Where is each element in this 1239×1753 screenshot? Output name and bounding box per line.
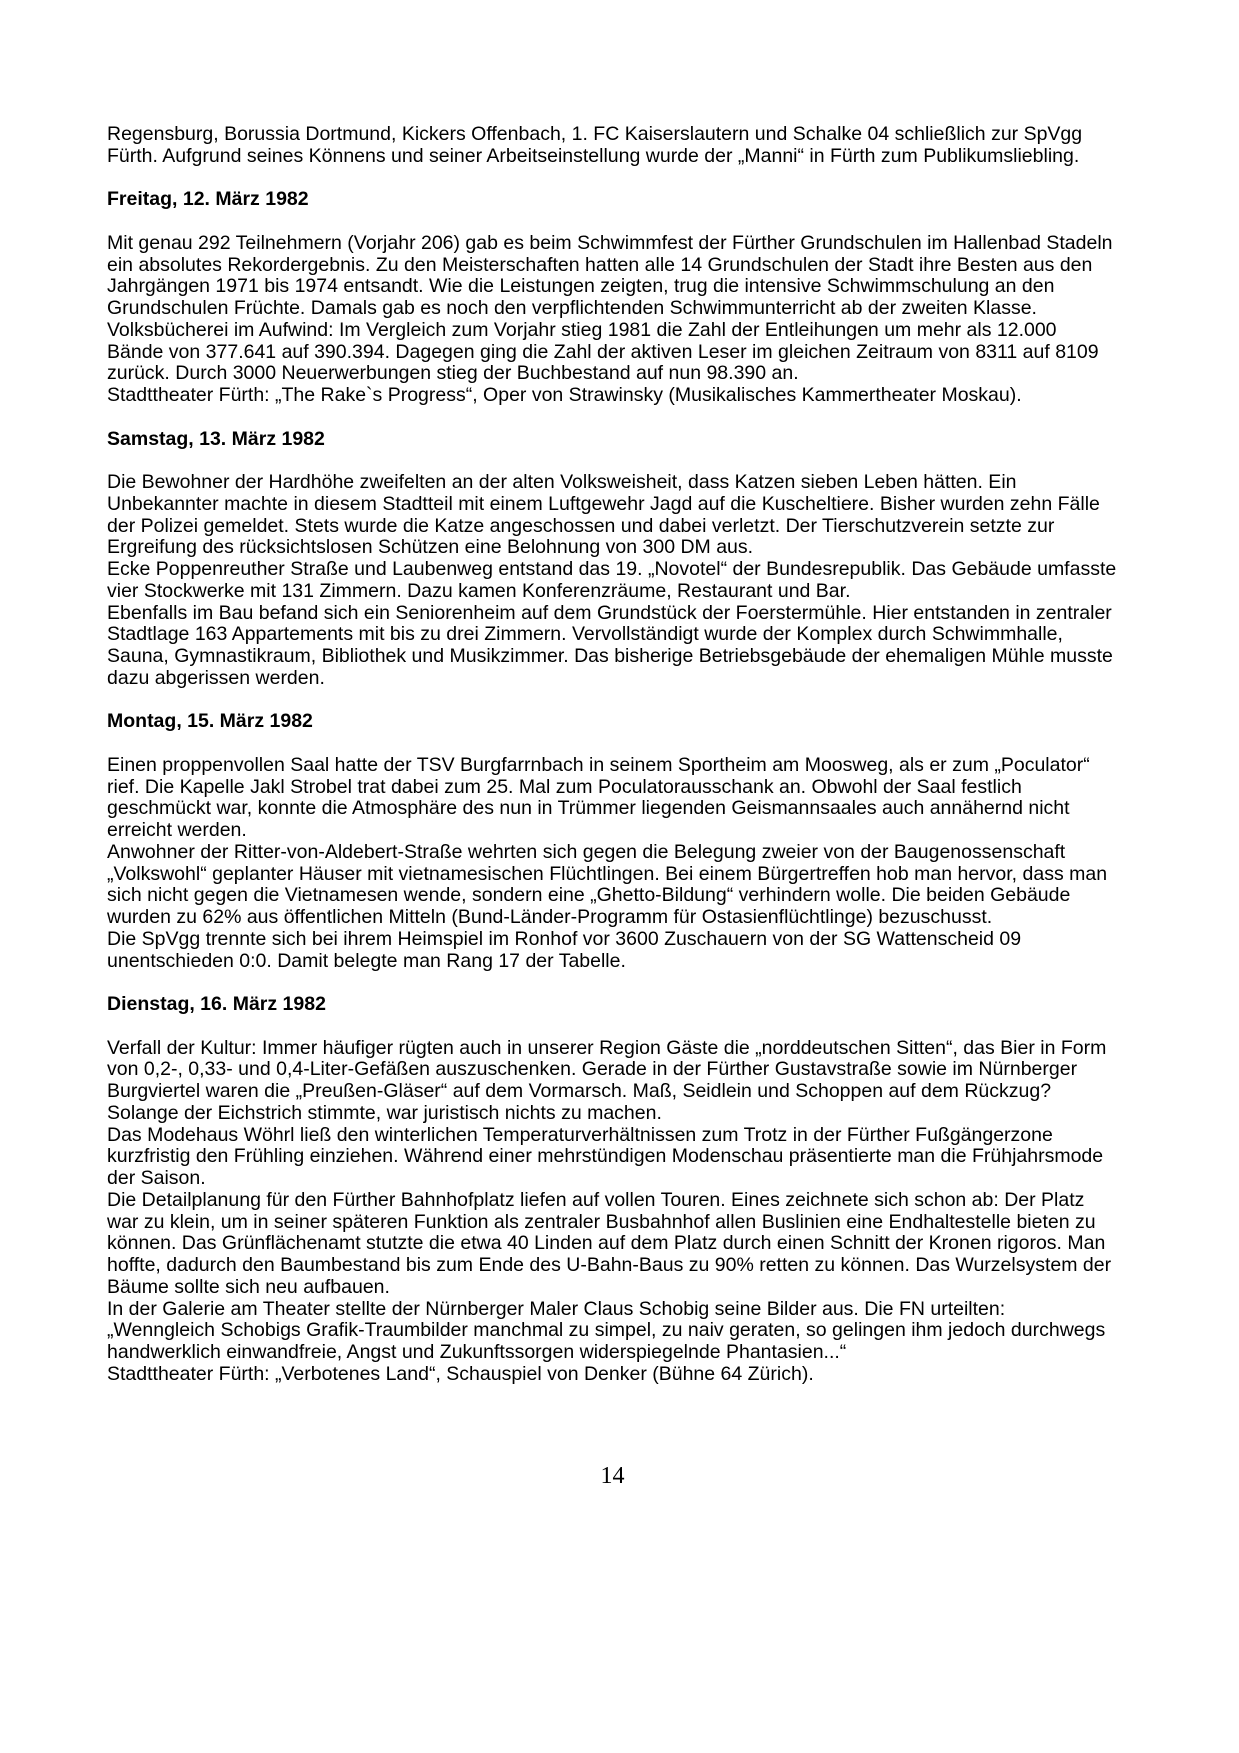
news-item: Einen proppenvollen Saal hatte der TSV Burgfarrnbach in seinem Sportheim am Moosweg, als er zum „Poculator“ rief. Die Kapelle Jakl Strobel trat dabei zum 25. Mal zum Poculatorausschank an. Obwohl der Saal festlich geschmückt war, konnte die Atmosphäre des nun in Trümmer liegenden Geismannsaales auch annähernd nicht erreicht werden. (107, 753, 1090, 841)
news-item: Das Modehaus Wöhrl ließ den winterlichen Temperaturverhältnissen zum Trotz in der Fürther Fußgängerzone kurzfristig den Frühling einziehen. Während einer mehrstündigen Modenschau präsentierte man die Frühjahrsmode der Saison. (107, 1123, 1104, 1189)
day-heading: Montag, 15. März 1982 (107, 710, 313, 733)
news-item: Ecke Poppenreuther Straße und Laubenweg entstand das 19. „Novotel“ der Bundesrepublik. Das Gebäude umfasste vier Stockwerke mit 131 Zimmern. Dazu kamen Konferenzräume, Restaurant und Bar. (107, 558, 1117, 602)
page-number: 14 (600, 1462, 625, 1489)
day-section-samstag (107, 429, 1118, 690)
news-item: Stadttheater Fürth: „The Rake`s Progress“, Oper von Strawinsky (Musikalisches Kammertheater Moskau). (107, 384, 1022, 406)
day-section-montag (107, 711, 1118, 972)
news-item: Die Bewohner der Hardhöhe zweifelten an der alten Volksweisheit, dass Katzen sieben Leben hätten. Ein Unbekannter machte in diesem Stadtteil mit einem Luftgewehr Jagd auf die Kuscheltiere. Bisher wurden zehn Fälle der Polizei gemeldet. Stets wurde die Katze angeschossen und dabei verletzt. Der Tierschutzverein setzte zur Ergreifung des rücksichtslosen Schützen eine Belohnung von 300 DM aus. (107, 471, 1100, 559)
news-item: Volksbücherei im Aufwind: Im Vergleich zum Vorjahr stieg 1981 die Zahl der Entleihungen um mehr als 12.000 Bände von 377.641 auf 390.394. Dagegen ging die Zahl der aktiven Leser im gleichen Zeitraum von 8311 auf 8109 zurück. Durch 3000 Neuerwerbungen stieg der Buchbestand auf nun 98.390 an. (107, 318, 1099, 385)
news-item: In der Galerie am Theater stellte der Nürnberger Maler Claus Schobig seine Bilder aus. Die FN urteilten: „Wenngleich Schobigs Grafik-Traumbilder manchmal zu simpel, zu naiv geraten, so gelingen ihm jedoch durchwegs handwerklich einwandfreie, Angst und Zukunftssorgen widerspiegelnde Phantasien...“ (107, 1297, 1106, 1363)
day-heading: Freitag, 12. März 1982 (107, 188, 309, 211)
news-item: Anwohner der Ritter-von-Aldebert-Straße wehrten sich gegen die Belegung zweier von der Baugenossenschaft „Volkswohl“ geplanter Häuser mit vietnamesischen Flüchtlingen. Bei einem Bürgertreffen hob man hervor, dass man sich nicht gegen die Vietnamesen wende, sondern eine „Ghetto-Bildung“ verhindern wolle. Die beiden Gebäude wurden zu 62% aus öffentlichen Mitteln (Bund-Länder-Programm für Ostasienflüchtlinge) bezuschusst. (107, 840, 1108, 928)
news-item: Die Detailplanung für den Fürther Bahnhofplatz liefen auf vollen Touren. Eines zeichnete sich schon ab: Der Platz war zu klein, um in seiner späteren Funktion als zentraler Busbahnhof allen Buslinien eine Endhaltestelle bieten zu können. Das Grünflächenamt stutzte die etwa 40 Linden auf dem Platz durch einen Schnitt der Kronen rigoros. Man hoffte, dadurch den Baumbestand bis zum Ende des U-Bahn-Baus zu 90% retten zu können. Das Wurzelsystem der Bäume sollte sich neu aufbauen. (107, 1188, 1112, 1298)
day-heading: Samstag, 13. März 1982 (107, 427, 325, 450)
news-item: Die SpVgg trennte sich bei ihrem Heimspiel im Ronhof vor 3600 Zuschauern von der SG Wattenscheid 09 unentschieden 0:0. Damit belegte man Rang 17 der Tabelle. (107, 927, 1022, 972)
day-heading: Dienstag, 16. März 1982 (107, 993, 326, 1015)
day-section-freitag (107, 189, 1118, 407)
news-item: Mit genau 292 Teilnehmern (Vorjahr 206) gab es beim Schwimmfest der Fürther Grundschulen im Hallenbad Stadeln ein absolutes Rekordergebnis. Zu den Meisterschaften hatten alle 14 Grundschulen der Stadt ihre Besten aus den Jahrgängen 1971 bis 1974 entsandt. Wie die Leistungen zeigten, trug die intensive Schwimmschulung an den Grundschulen Früchte. Damals gab es noch den verpflichtenden Schwimmunterricht ab der zweiten Klasse. (107, 231, 1113, 319)
news-item: Stadttheater Fürth: „Verbotenes Land“, Schauspiel von Denker (Bühne 64 Zürich). (107, 1362, 814, 1385)
day-section-dienstag (107, 994, 1118, 1386)
intro-paragraph: Regensburg, Borussia Dortmund, Kickers Offenbach, 1. FC Kaiserslautern und Schalke 04 schließlich zur SpVgg Fürth. Aufgrund seines Könnens und seiner Arbeitseinstellung wurde der „Manni“ in Fürth zum Publikumsliebling. (107, 123, 1083, 167)
news-item: Verfall der Kultur: Immer häufiger rügten auch in unserer Region Gäste die „norddeutschen Sitten“, das Bier in Form von 0,2-, 0,33- und 0,4-Liter-Gefäßen auszuschenken. Gerade in der Fürther Gustavstraße sowie im Nürnberger Burgviertel waren die „Preußen-Gläser“ auf dem Vormarsch. Maß, Seidlein und Schoppen auf dem Rückzug? Solange der Eichstrich stimmte, war juristisch nichts zu machen. (107, 1036, 1107, 1124)
news-item: Ebenfalls im Bau befand sich ein Seniorenheim auf dem Grundstück der Foerstermühle. Hier entstanden in zentraler Stadtlage 163 Appartements mit bis zu drei Zimmern. Vervollständigt wurde der Komplex durch Schwimmhalle, Sauna, Gymnastikraum, Bibliothek und Musikzimmer. Das bisherige Betriebsgebäude der ehemaligen Mühle musste dazu abgerissen werden. (107, 601, 1113, 689)
